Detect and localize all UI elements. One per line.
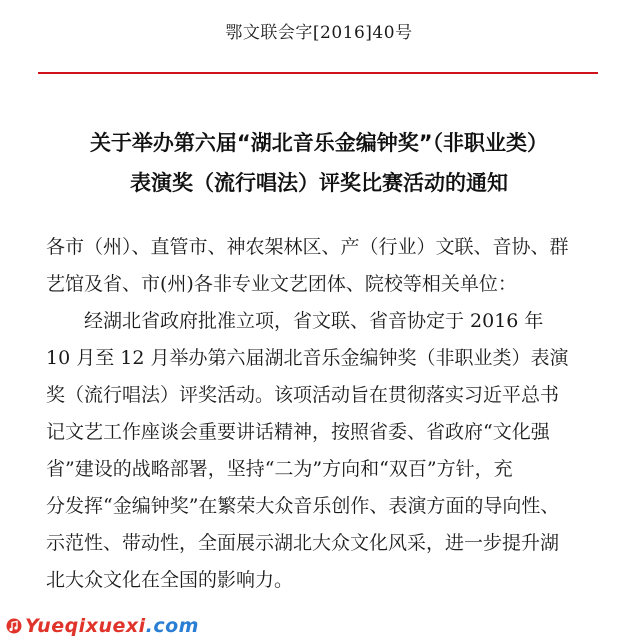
notice-title	[0, 123, 638, 203]
body-line: 奖（流行唱法）评奖活动。该项活动旨在贯彻落实习近平总书	[46, 384, 560, 406]
body-line: 经湖北省政府批准立项，省文联、省音协定于 2016 年	[84, 310, 544, 332]
addressee-line-1: 各市（州）、直管市、神农架林区、产（行业）文联、音协、群	[46, 236, 569, 258]
body-line: 记文艺工作座谈会重要讲话精神，按照省委、省政府“文化强	[46, 421, 550, 443]
body-line: 分发挥“金编钟奖”在繁荣大众音乐创作、表演方面的导向性、	[46, 495, 560, 517]
title-line-1: 关于举办第六届“湖北音乐金编钟奖”（非职业类）	[89, 131, 549, 155]
music-note-icon	[6, 618, 22, 634]
body-paragraph	[46, 303, 606, 599]
site-watermark	[6, 614, 199, 638]
title-line-2: 表演奖（流行唱法）评奖比赛活动的通知	[130, 171, 508, 195]
body-line: 北大众文化在全国的影响力。	[46, 569, 294, 591]
watermark-text-domain: .com	[145, 615, 199, 637]
document-number: 鄂文联会字[2016]40号	[225, 23, 413, 43]
body-line: 示范性、带动性，全面展示湖北大众文化风采，进一步提升湖	[46, 532, 560, 554]
addressee-line-2: 艺馆及省、市(州)各非专业文艺团体、院校等相关单位：	[46, 273, 517, 295]
body-line: 10 月至 12 月举办第六届湖北音乐金编钟奖（非职业类）表演	[46, 347, 569, 369]
body-line: 省”建设的战略部署，坚持“二为”方向和“双百”方针，充	[46, 458, 513, 480]
watermark-text-primary: Yueqixuexi	[25, 615, 146, 637]
red-header-rule	[38, 72, 598, 74]
addressee-block	[46, 229, 606, 303]
